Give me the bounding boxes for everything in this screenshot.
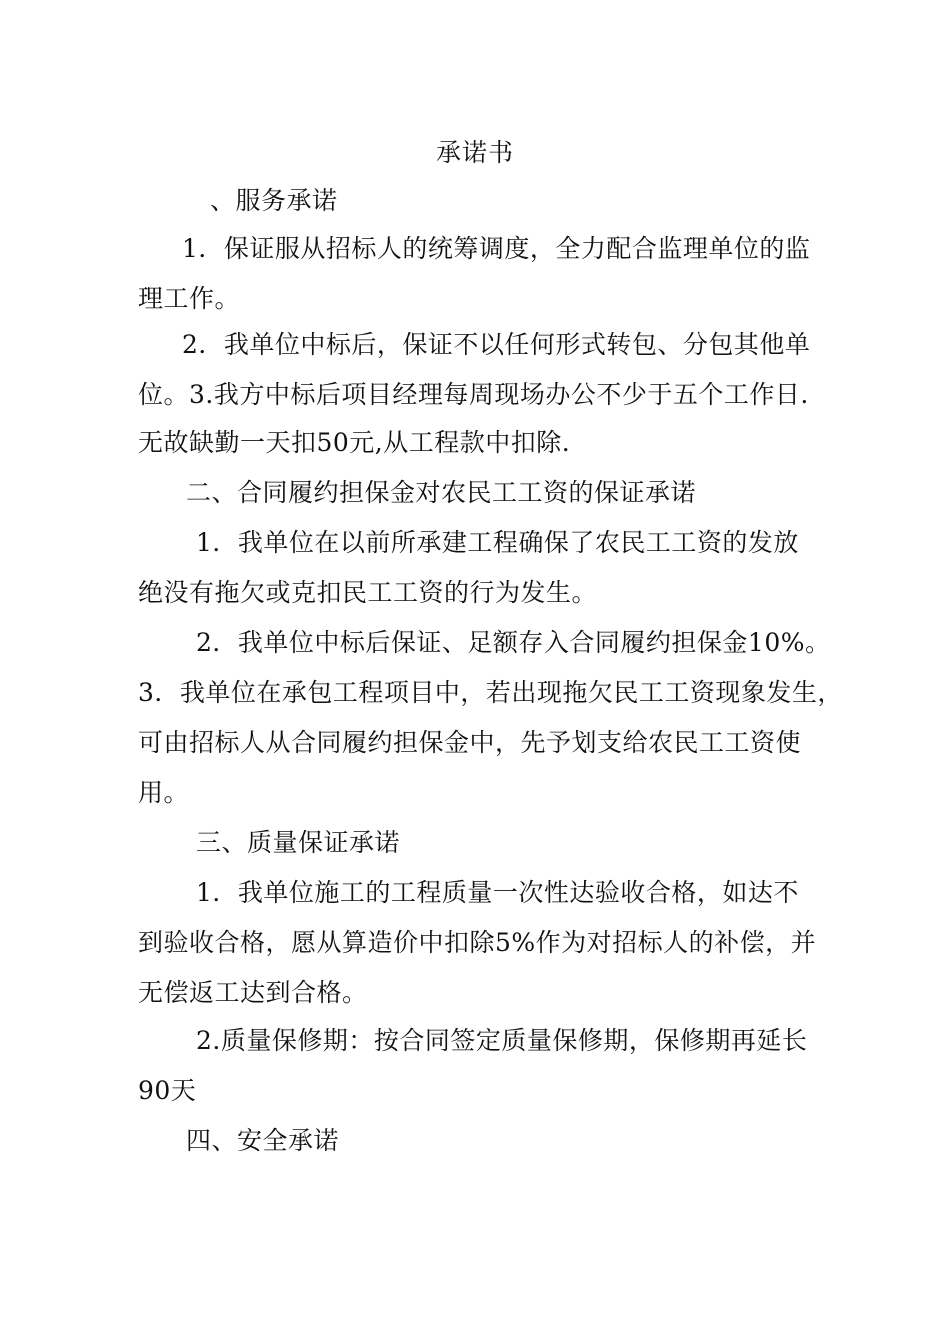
paragraph-line: 无偿返工达到合格。	[138, 978, 368, 1007]
paragraph-line: 1．保证服从招标人的统筹调度，全力配合监理单位的监	[182, 234, 811, 263]
paragraph-line: 1．我单位在以前所承建工程确保了农民工工资的发放	[196, 528, 799, 557]
paragraph-line: 理工作。	[138, 284, 241, 313]
paragraph-line: 无故缺勤一天扣50元,从工程款中扣除.	[138, 428, 571, 457]
section-heading-safety: 四、安全承诺	[186, 1126, 340, 1155]
paragraph-line: 3．我单位在承包工程项目中，若出现拖欠民工工资现象发生，	[138, 678, 843, 707]
section-heading-quality: 三、质量保证承诺	[196, 828, 401, 857]
paragraph-line: 用。	[138, 778, 190, 807]
paragraph-line: 1．我单位施工的工程质量一次性达验收合格，如达不	[196, 878, 799, 907]
paragraph-line: 90天	[138, 1076, 197, 1105]
section-heading-service: 、服务承诺	[210, 186, 338, 215]
paragraph-line: 到验收合格，愿从算造价中扣除5%作为对招标人的补偿，并	[138, 928, 817, 957]
paragraph-line: 2．我单位中标后，保证不以任何形式转包、分包其他单	[182, 330, 811, 359]
paragraph-line: 2．我单位中标后保证、足额存入合同履约担保金10%。	[196, 628, 831, 657]
paragraph-line: 绝没有拖欠或克扣民工工资的行为发生。	[138, 578, 598, 607]
section-heading-wage-guarantee: 二、合同履约担保金对农民工工资的保证承诺	[186, 478, 697, 507]
paragraph-line: 位。3.我方中标后项目经理每周现场办公不少于五个工作日.	[138, 380, 809, 409]
document-title: 承诺书	[435, 138, 514, 167]
paragraph-line: 2.质量保修期：按合同签定质量保修期，保修期再延长	[196, 1026, 808, 1055]
paragraph-line: 可由招标人从合同履约担保金中，先予划支给农民工工资使	[138, 728, 802, 757]
